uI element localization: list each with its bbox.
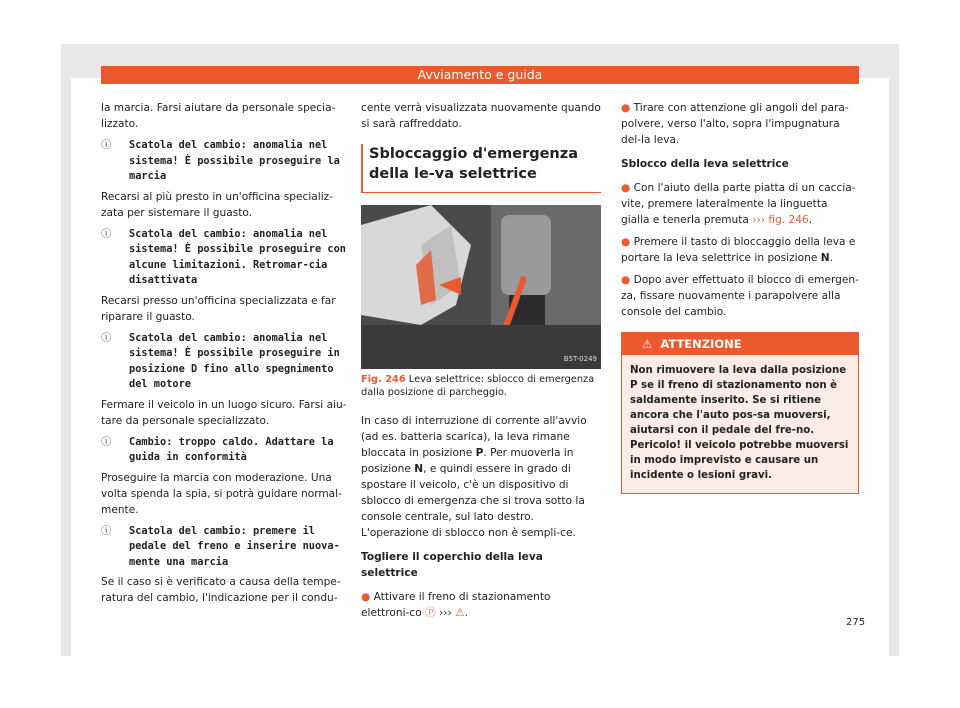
bullet-item: ● Con l'aiuto della parte piatta di un caccia-vite, premere lateralmente la linguetta gialla e tenerla premuta ››› fig. 246. bbox=[621, 182, 856, 226]
paragraph: la marcia. Farsi aiutare da personale specia-lizzato. bbox=[101, 102, 336, 130]
attention-body: Non rimuovere la leva dalla posizione P se il freno di stazionamento non è saldamente inserito. Se si ritiene ancora che l'auto pos-sa muoversi, aiutarsi con il pedale del fre-no. Pericolo! il veicolo potrebbe muoversi in modo imprevisto e causare un incidente o lesioni gravi. bbox=[622, 355, 858, 493]
attention-header: ⚠ ATTENZIONE bbox=[622, 333, 858, 355]
warning-triangle-icon: ⚠ bbox=[455, 607, 465, 619]
figure-caption: Fig. 246 Leva selettrice: sblocco di emergenza dalla posizione di parcheggio. bbox=[361, 374, 595, 398]
paragraph: Fermare il veicolo in un luogo sicuro. Farsi aiu-tare da personale specializzato. bbox=[101, 398, 347, 427]
figure-code: B5T-0249 bbox=[563, 355, 597, 363]
warning-circle-icon: ⓘ bbox=[101, 331, 112, 344]
paragraph: Proseguire la marcia con moderazione. Una volta spenda la spia, si potrà guidare normal-mente. bbox=[101, 471, 342, 516]
warning-circle-icon: ⓘ bbox=[101, 139, 112, 151]
warning-message: ⓘ Scatola del cambio: anomalia nel sistema! È possibile proseguire la marcia bbox=[101, 139, 340, 182]
figure-image bbox=[361, 205, 601, 369]
bullet-item: ● Tirare con attenzione gli angoli del para-polvere, verso l'alto, sopra l'impugnatura del-la leva. bbox=[621, 102, 849, 146]
bullet-icon: ● bbox=[361, 591, 371, 603]
warning-message: ⓘ Scatola del cambio: premere il pedale del freno e inserire nuova-mente una marcia bbox=[101, 524, 340, 568]
page-header: Avviamento e guida bbox=[101, 66, 859, 84]
bullet-icon: ● bbox=[621, 236, 631, 248]
attention-box bbox=[621, 332, 859, 494]
subheading: Sblocco della leva selettrice bbox=[621, 158, 789, 170]
bullet-icon: ● bbox=[621, 182, 631, 194]
bullet-icon: ● bbox=[621, 102, 631, 114]
bullet-item: ● Dopo aver effettuato il blocco di emergen-za, fissare nuovamente i parapolvere alla console del cambio. bbox=[621, 274, 859, 318]
gear-lever-illustration bbox=[361, 205, 601, 369]
page-number: 275 bbox=[846, 617, 866, 628]
figure-label: Fig. 246 bbox=[361, 374, 406, 385]
warning-message: ⓘ Cambio: troppo caldo. Adattare la guida in conformità bbox=[101, 435, 334, 463]
brake-icon: Ⓟ bbox=[425, 607, 436, 619]
column-middle bbox=[361, 100, 601, 627]
bullet-item: ● Premere il tasto di bloccaggio della leva e portare la leva selettrice in posizione N. bbox=[621, 236, 856, 264]
bullet-icon: ● bbox=[621, 274, 631, 286]
figure-reference-link[interactable]: ››› fig. 246 bbox=[752, 214, 809, 226]
warning-message: ⓘ Scatola del cambio: anomalia nel sistema! È possibile proseguire con alcune limitazioni. Retromar-cia disattivata bbox=[101, 227, 346, 286]
section-title: Sbloccaggio d'emergenza della le-va selettrice bbox=[361, 144, 601, 193]
warning-circle-icon: ⓘ bbox=[101, 227, 112, 240]
paragraph: In caso di interruzione di corrente all'avvio (ad es. batteria scarica), la leva rimane bloccata in posizione P. Per muoverla in posizione N, e quindi essere in grado di spostare il veicolo, c'è un dispositivo di sblocco di emergenza che si trova sotto la console centrale, sul lato destro. L'operazione di sblocco non è sempli-ce. bbox=[361, 415, 587, 539]
paragraph: Recarsi presso un'officina specializzata e far riparare il guasto. bbox=[101, 294, 336, 323]
paragraph: Recarsi al più presto in un'officina specializ-zata per sistemare il guasto. bbox=[101, 190, 334, 219]
paragraph: Se il caso si è verificato a causa della tempe-ratura del cambio, l'indicazione per il condu- bbox=[101, 576, 341, 604]
warning-triangle-icon: ⚠ bbox=[642, 337, 653, 351]
paragraph: cente verrà visualizzata nuovamente quando si sarà raffreddato. bbox=[361, 102, 601, 130]
cross-reference[interactable]: ››› bbox=[439, 607, 452, 619]
bullet-item: ● Attivare il freno di stazionamento elettroni-co Ⓟ ››› ⚠. bbox=[361, 591, 551, 619]
warning-message: ⓘ Scatola del cambio: anomalia nel sistema! È possibile proseguire in posizione D fino allo spegnimento del motore bbox=[101, 331, 340, 390]
column-right bbox=[621, 100, 859, 494]
subheading: Togliere il coperchio della leva selettrice bbox=[361, 551, 543, 579]
warning-circle-icon: ⓘ bbox=[101, 524, 112, 537]
column-left bbox=[101, 100, 349, 612]
warning-circle-icon: ⓘ bbox=[101, 435, 112, 448]
